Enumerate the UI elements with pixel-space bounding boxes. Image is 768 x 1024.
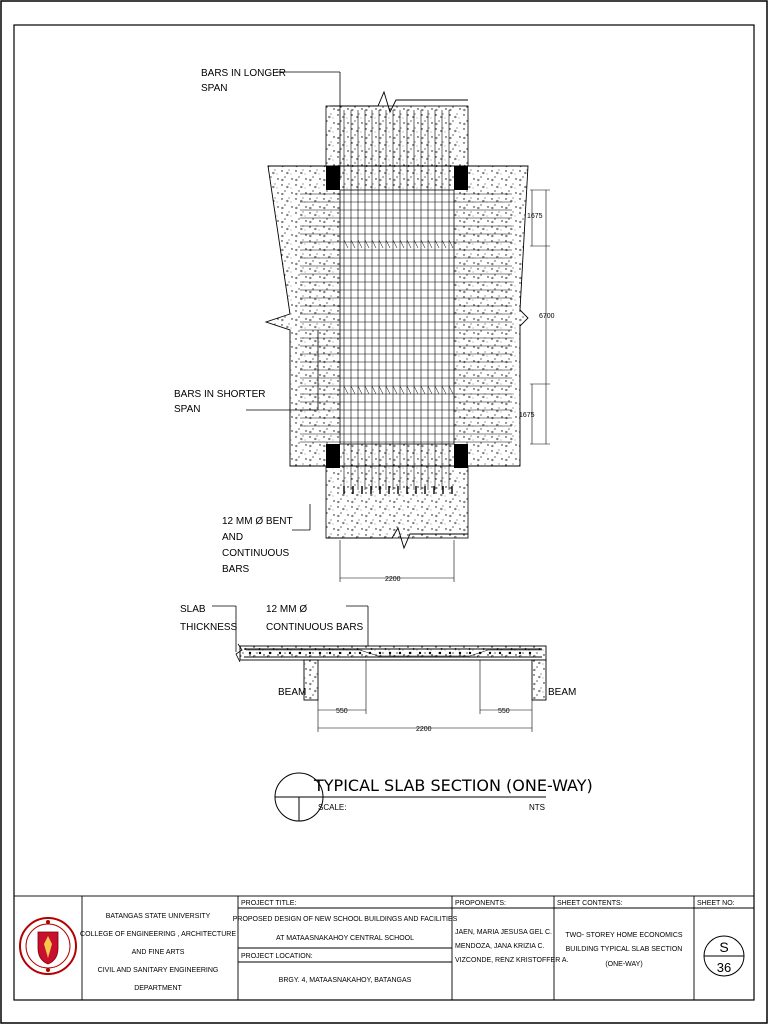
- section-bar-dot: [249, 652, 251, 654]
- sheet-contents-line2: BUILDING TYPICAL SLAB SECTION: [565, 946, 683, 953]
- section-bar-dot: [409, 652, 411, 654]
- label-bars-longer: [201, 68, 340, 180]
- section-bar-dot: [499, 652, 501, 654]
- scale-value: NTS: [529, 803, 545, 812]
- label-slab-line2: THICKNESS: [180, 622, 238, 633]
- school-line1: BATANGAS STATE UNIVERSITY: [105, 913, 211, 920]
- section-bar-dot: [349, 652, 351, 654]
- section-bar-dot: [359, 652, 361, 654]
- school-line3: AND FINE ARTS: [131, 949, 185, 956]
- label-shorter-line1: BARS IN SHORTER: [174, 389, 266, 400]
- label-bent-line3: CONTINUOUS: [222, 548, 290, 559]
- school-line4: CIVIL AND SANITARY ENGINEERING: [97, 967, 219, 974]
- label-bent-line1: 12 MM Ø BENT: [222, 516, 293, 527]
- section-bar-dot: [459, 652, 461, 654]
- label-longer-line1: BARS IN LONGER: [201, 68, 287, 79]
- proponent-1: JAEN, MARIA JESUSA GEL C.: [455, 929, 552, 936]
- sheet-number-bubble: [704, 936, 744, 976]
- label-bent-line4: BARS: [222, 564, 250, 575]
- label-slab-line1: SLAB: [180, 604, 206, 615]
- section-bar-dot: [269, 652, 271, 654]
- drawing-title: [275, 773, 593, 821]
- dim-section-left-550: 550: [336, 708, 348, 715]
- university-seal: [20, 918, 76, 974]
- section-bar-dot: [339, 652, 341, 654]
- dim-top-1675: 1675: [527, 213, 543, 220]
- section-bar-dot: [429, 652, 431, 654]
- section-bar-dot: [389, 652, 391, 654]
- beam-label-left: BEAM: [278, 687, 307, 698]
- proponent-2: MENDOZA, JANA KRIZIA C.: [455, 943, 545, 950]
- drawing-title-text: TYPICAL SLAB SECTION (ONE-WAY): [314, 776, 593, 795]
- section-bar-dot: [379, 652, 381, 654]
- project-title-line2: AT MATAASNAKAHOY CENTRAL SCHOOL: [276, 935, 414, 942]
- section-bar-dot: [329, 652, 331, 654]
- label-longer-line2: SPAN: [201, 83, 228, 94]
- section-bar-dot: [519, 652, 521, 654]
- section-bar-dot: [489, 652, 491, 654]
- label-continuous-bars: [266, 604, 368, 646]
- project-location: BRGY. 4, MATAASNAKAHOY, BATANGAS: [278, 977, 412, 984]
- label-cont-line1: 12 MM Ø: [266, 604, 308, 615]
- section-bar-dot: [419, 652, 421, 654]
- school-line5: DEPARTMENT: [134, 985, 182, 992]
- proponents-head: PROPONENTS:: [455, 900, 506, 907]
- section-bar-dot: [479, 652, 481, 654]
- section-dimensions: [318, 660, 532, 732]
- dim-width-2200: 2200: [385, 576, 401, 583]
- slab-plan: [266, 92, 528, 548]
- section-bar-dot: [259, 652, 261, 654]
- section-bar-dot: [439, 652, 441, 654]
- school-line2: COLLEGE OF ENGINEERING , ARCHITECTURE: [80, 931, 236, 938]
- section-bar-dot: [399, 652, 401, 654]
- proponent-3: VIZCONDE, RENZ KRISTOFFER A.: [455, 957, 569, 964]
- section-bar-dot: [509, 652, 511, 654]
- beam-label-right: BEAM: [548, 687, 577, 698]
- section-bar-dot: [309, 652, 311, 654]
- section-bar-dot: [469, 652, 471, 654]
- sheet-contents-line1: TWO- STOREY HOME ECONOMICS: [565, 932, 683, 939]
- label-bent-line2: AND: [222, 532, 244, 543]
- label-slab-thickness: [180, 604, 238, 652]
- label-shorter-line2: SPAN: [174, 404, 201, 415]
- sheet-no-head: SHEET NO:: [697, 900, 735, 907]
- section-bar-dot: [289, 652, 291, 654]
- dim-total-6700: 6700: [539, 313, 555, 320]
- section-bar-dot: [529, 652, 531, 654]
- section-bar-dot: [299, 652, 301, 654]
- section-bar-dot: [279, 652, 281, 654]
- project-title-line1: PROPOSED DESIGN OF NEW SCHOOL BUILDINGS AND FACILITIES: [232, 916, 458, 923]
- section-bar-dot: [319, 652, 321, 654]
- label-cont-line2: CONTINUOUS BARS: [266, 622, 364, 633]
- scale-label: SCALE:: [318, 803, 347, 812]
- sheet-number: 36: [716, 960, 732, 975]
- label-bent-bars: [222, 504, 310, 575]
- project-title-head: PROJECT TITLE:: [241, 900, 297, 907]
- dim-section-total-2200: 2200: [416, 726, 432, 733]
- dim-section-right-550: 550: [498, 708, 510, 715]
- sheet-contents-line3: (ONE-WAY): [605, 961, 643, 968]
- sheet-letter: S: [719, 939, 729, 955]
- project-location-head: PROJECT LOCATION:: [241, 953, 313, 960]
- dim-bottom-1675: 1675: [519, 412, 535, 419]
- sheet-contents-head: SHEET CONTENTS:: [557, 900, 623, 907]
- section-bar-dot: [369, 652, 371, 654]
- section-bar-dot: [449, 652, 451, 654]
